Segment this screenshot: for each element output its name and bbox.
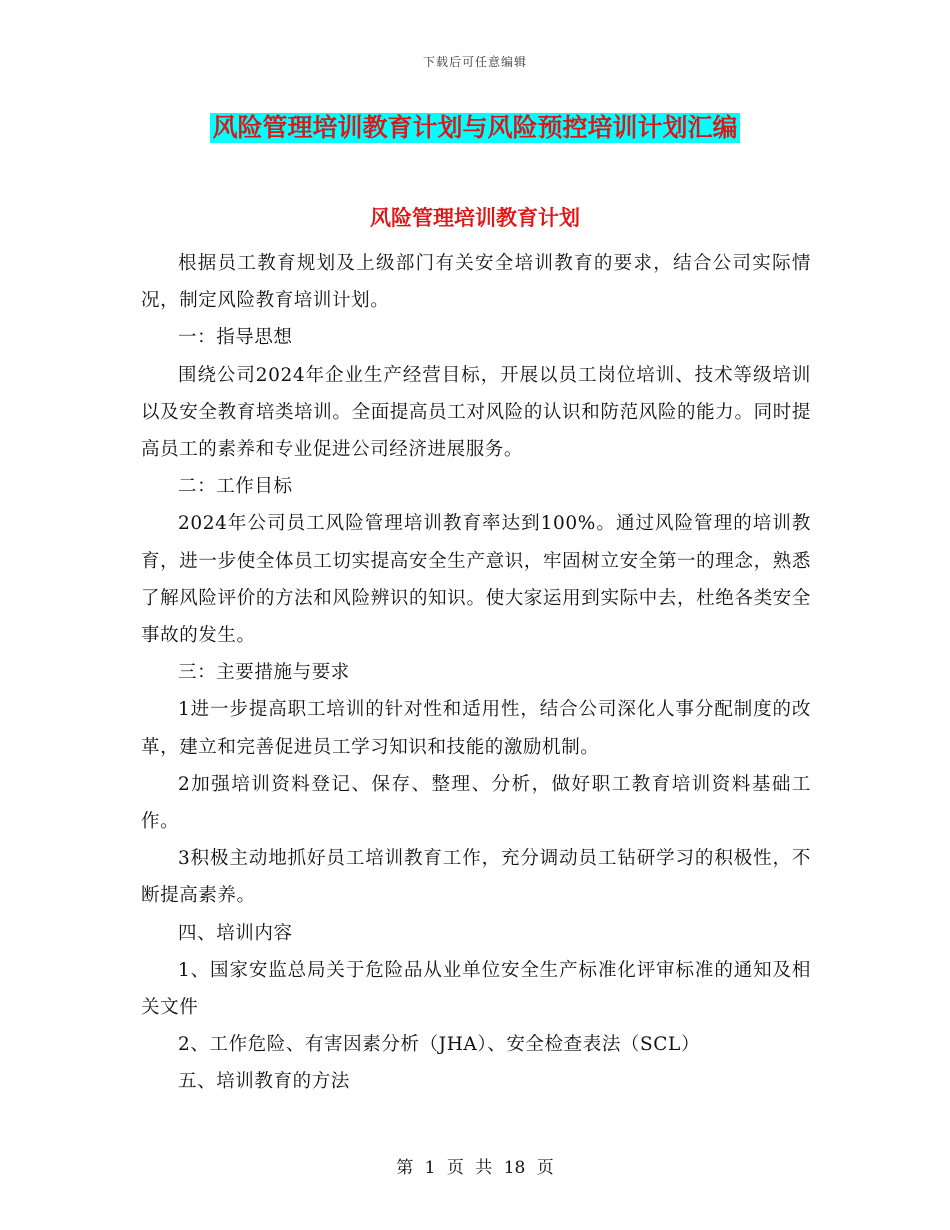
heading-work-goals: 二：工作目标 — [178, 476, 293, 498]
heading-training-content: 四、培训内容 — [178, 922, 293, 944]
main-title-container — [0, 113, 950, 143]
paragraph-intro: 根据员工教育规划及上级部门有关安全培训教育的要求，结合公司实际情况，制定风险教育培训计划。 — [141, 253, 811, 312]
heading-guiding-ideology: 一：指导思想 — [178, 327, 293, 349]
main-title: 风险管理培训教育计划与风险预控培训计划汇编 — [212, 113, 738, 142]
paragraph-measure-2: 2加强培训资料登记、保存、整理、分析，做好职工教育培训资料基础工作。 — [141, 773, 811, 833]
heading-main-measures: 三：主要措施与要求 — [178, 662, 350, 684]
page-footer: 第 1 页 共 18 页 — [396, 1158, 554, 1178]
heading-training-methods: 五、培训教育的方法 — [178, 1071, 350, 1093]
paragraph-measure-3: 3积极主动地抓好员工培训教育工作，充分调动员工钻研学习的积极性，不断提高素养。 — [141, 848, 811, 907]
header-note: 下载后可任意编辑 — [422, 55, 527, 69]
paragraph-work-goals: 2024年公司员工风险管理培训教育率达到100%。通过风险管理的培训教育，进一步使全体员工切实提高安全生产意识，牢固树立安全第一的理念，熟悉了解风险评价的方法和风险辨识的知识。使大家运用到实际中去，杜绝各类安全事故的发生。 — [141, 513, 811, 647]
section-title: 风险管理培训教育计划 — [370, 205, 580, 230]
paragraph-guiding-ideology: 围绕公司2024年企业生产经营目标，开展以员工岗位培训、技术等级培训以及安全教育培类培训。全面提高员工对风险的认识和防范风险的能力。同时提高员工的素养和专业促进公司经济进展服务。 — [141, 364, 811, 461]
paragraph-content-2: 2、工作危险、有害因素分析（JHA）、安全检查表法（SCL） — [178, 1034, 701, 1056]
paragraph-measure-1: 1进一步提高职工培训的针对性和适用性，结合公司深化人事分配制度的改革，建立和完善促进员工学习知识和技能的激励机制。 — [141, 699, 811, 758]
paragraph-content-1: 1、国家安监总局关于危险品从业单位安全生产标准化评审标准的通知及相关文件 — [141, 959, 811, 1019]
body-text — [141, 245, 811, 1101]
